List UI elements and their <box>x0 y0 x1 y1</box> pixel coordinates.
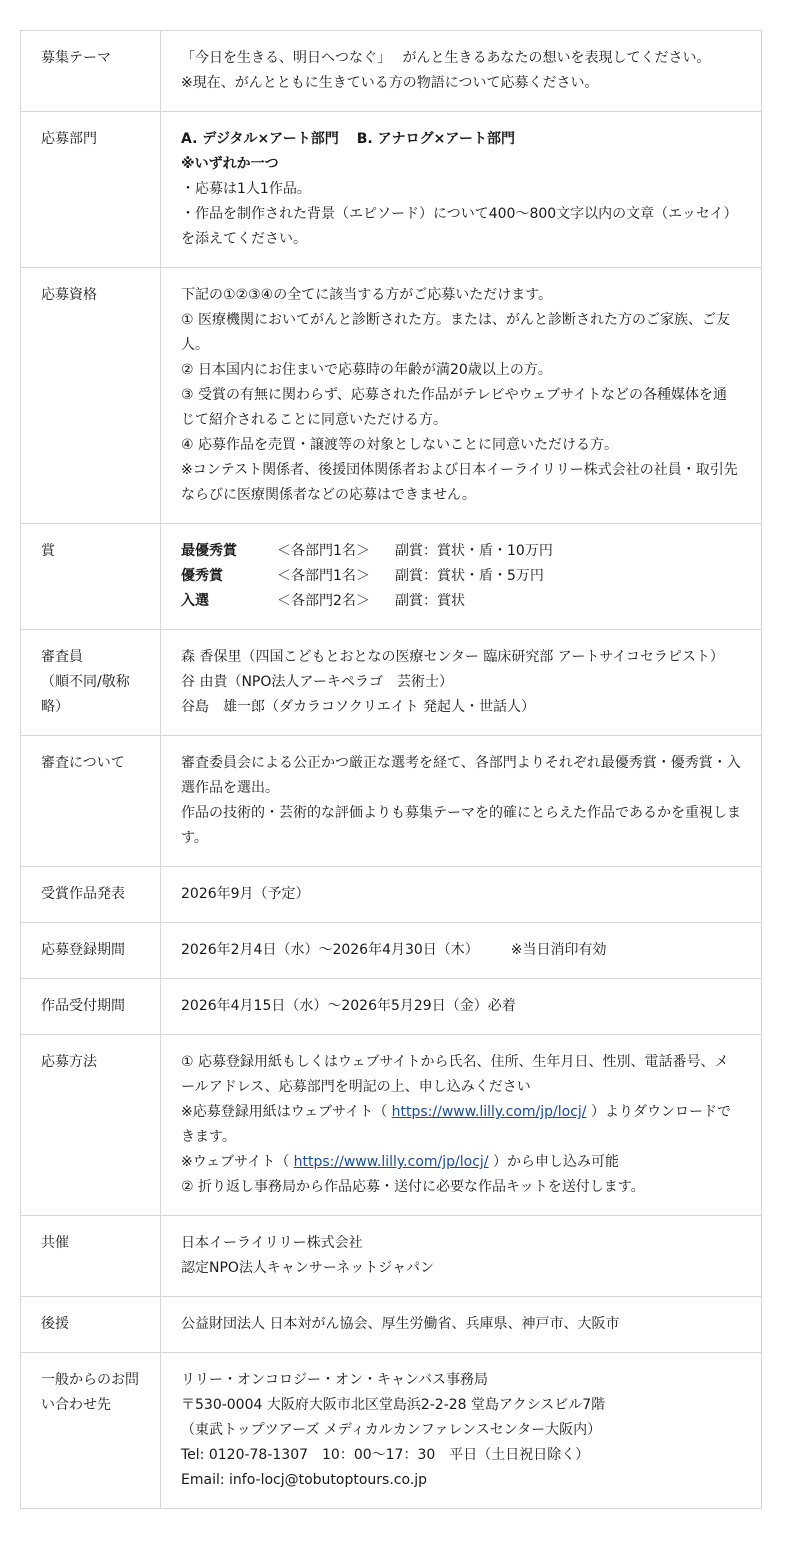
value-contact <box>161 1353 762 1509</box>
row-announcement <box>21 867 762 923</box>
value-submission: 2026年4月15日（水）〜2026年5月29日（金）必着 <box>161 979 762 1035</box>
prize-detail: 副賞：賞状・盾・5万円 <box>395 568 544 584</box>
prize-row <box>181 539 741 564</box>
eligibility-note: ※コンテスト関係者、後援団体関係者および日本イーライリリー株式会社の社員・取引先ならびに医療関係者などの応募はできません。 <box>181 462 738 503</box>
method-line-4: ② 折り返し事務局から作品応募・送付に必要な作品キットを送付します。 <box>181 1179 645 1195</box>
website-link[interactable]: https://www.lilly.com/jp/locj/ <box>293 1154 489 1170</box>
value-organizers <box>161 1216 762 1297</box>
label-organizers: 共催 <box>21 1216 161 1297</box>
label-supporters: 後援 <box>21 1297 161 1353</box>
value-method <box>161 1035 762 1216</box>
method-line-2 <box>181 1100 741 1150</box>
contact-address-note: （東武トップツアーズ メディカルカンファレンスセンター大阪内） <box>181 1422 602 1438</box>
eligibility-item-2: ② 日本国内にお住まいで応募時の年齢が満20歳以上の方。 <box>181 362 552 378</box>
value-eligibility <box>161 268 762 524</box>
label-eligibility: 応募資格 <box>21 268 161 524</box>
prize-count: ＜各部門1名＞ <box>277 568 370 584</box>
theme-line: 「今日を生きる、明日へつなぐ」 がんと生きるあなたの想いを表現してください。 <box>181 50 711 66</box>
theme-note: ※現在、がんとともに生きている方の物語について応募ください。 <box>181 75 599 91</box>
row-submission <box>21 979 762 1035</box>
row-registration <box>21 923 762 979</box>
method-line-3 <box>181 1150 741 1175</box>
value-judging <box>161 736 762 867</box>
judges-label: 審査員 <box>41 649 83 665</box>
value-prizes <box>161 524 762 630</box>
method-line-2-post: ）よりダウンロードできます。 <box>181 1104 731 1145</box>
judge-3: 谷島 雄一郎（ダカラコソクリエイト 発起人・世話人） <box>181 699 536 715</box>
prize-detail: 副賞：賞状 <box>395 593 465 609</box>
judge-1: 森 香保里（四国こどもとおとなの医療センター 臨床研究部 アートサイコセラピスト） <box>181 649 724 665</box>
judges-label-sub: （順不同/敬称略） <box>41 674 130 715</box>
category-option-b: B. アナログ×アート部門 <box>356 131 515 147</box>
row-contact <box>21 1353 762 1509</box>
eligibility-item-4: ④ 応募作品を売買・譲渡等の対象としないことに同意いただける方。 <box>181 437 618 453</box>
eligibility-intro: 下記の①②③④の全てに該当する方がご応募いただけます。 <box>181 287 553 303</box>
contact-office: リリー・オンコロジー・オン・キャンバス事務局 <box>181 1372 489 1388</box>
label-method: 応募方法 <box>21 1035 161 1216</box>
method-line-3-pre: ※ウェブサイト（ <box>181 1154 294 1170</box>
organizer-2: 認定NPO法人キャンサーネットジャパン <box>181 1260 434 1276</box>
prize-name: 入選 <box>181 593 209 609</box>
label-registration: 応募登録期間 <box>21 923 161 979</box>
value-category <box>161 112 762 268</box>
contact-email: Email: info-locj@tobutoptours.co.jp <box>181 1472 428 1488</box>
method-line-1: ① 応募登録用紙もしくはウェブサイトから氏名、住所、生年月日、性別、電話番号、メールアドレス、応募部門を明記の上、申し込みください <box>181 1054 729 1095</box>
label-theme: 募集テーマ <box>21 31 161 112</box>
website-link[interactable]: https://www.lilly.com/jp/locj/ <box>391 1104 587 1120</box>
label-submission: 作品受付期間 <box>21 979 161 1035</box>
row-eligibility <box>21 268 762 524</box>
category-note: ※いずれか一つ <box>181 156 279 172</box>
row-judges <box>21 630 762 736</box>
category-options <box>181 127 741 152</box>
label-judging: 審査について <box>21 736 161 867</box>
eligibility-item-3: ③ 受賞の有無に関わらず、応募された作品がテレビやウェブサイトなどの各種媒体を通じて紹介されることに同意いただける方。 <box>181 387 728 428</box>
row-prizes <box>21 524 762 630</box>
value-judges <box>161 630 762 736</box>
eligibility-item-1: ① 医療機関においてがんと診断された方。または、がんと診断された方のご家族、ご友人。 <box>181 312 730 353</box>
row-judging <box>21 736 762 867</box>
category-line-1: ・応募は1人1作品。 <box>181 181 311 197</box>
judging-line-1: 審査委員会による公正かつ厳正な選考を経て、各部門よりそれぞれ最優秀賞・優秀賞・入選作品を選出。 <box>181 755 741 796</box>
prize-name: 優秀賞 <box>181 568 223 584</box>
label-contact: 一般からのお問い合わせ先 <box>21 1353 161 1509</box>
row-category <box>21 112 762 268</box>
contest-info-table <box>20 30 762 1509</box>
value-announcement: 2026年9月（予定） <box>161 867 762 923</box>
registration-period: 2026年2月4日（水）〜2026年4月30日（木） <box>181 942 479 958</box>
prize-detail: 副賞：賞状・盾・10万円 <box>395 543 553 559</box>
organizer-1: 日本イーライリリー株式会社 <box>181 1235 363 1251</box>
label-category: 応募部門 <box>21 112 161 268</box>
prize-count: ＜各部門1名＞ <box>277 543 370 559</box>
contact-tel: Tel: 0120-78-1307 10：00〜17：30 平日（土日祝日除く） <box>181 1447 590 1463</box>
contact-address: 〒530-0004 大阪府大阪市北区堂島浜2-2-28 堂島アクシスビル7階 <box>181 1397 606 1413</box>
judging-line-2: 作品の技術的・芸術的な評価よりも募集テーマを的確にとらえた作品であるかを重視します。 <box>181 805 741 846</box>
row-method <box>21 1035 762 1216</box>
registration-note: ※当日消印有効 <box>510 942 607 958</box>
label-prizes: 賞 <box>21 524 161 630</box>
value-supporters: 公益財団法人 日本対がん協会、厚生労働省、兵庫県、神戸市、大阪市 <box>161 1297 762 1353</box>
label-announcement: 受賞作品発表 <box>21 867 161 923</box>
value-registration <box>161 923 762 979</box>
prize-row <box>181 589 741 614</box>
row-organizers <box>21 1216 762 1297</box>
prize-name: 最優秀賞 <box>181 543 237 559</box>
prize-row <box>181 564 741 589</box>
method-line-2-pre: ※応募登録用紙はウェブサイト（ <box>181 1104 392 1120</box>
category-line-2: ・作品を制作された背景（エピソード）について400〜800文字以内の文章（エッセイ）を添えてください。 <box>181 206 738 247</box>
value-theme <box>161 31 762 112</box>
judge-2: 谷 由貴（NPO法人アーキペラゴ 芸術士） <box>181 674 453 690</box>
category-option-a: A. デジタル×アート部門 <box>181 131 339 147</box>
row-supporters <box>21 1297 762 1353</box>
prize-count: ＜各部門2名＞ <box>277 593 370 609</box>
row-theme <box>21 31 762 112</box>
label-judges <box>21 630 161 736</box>
method-line-3-post: ）から申し込み可能 <box>488 1154 619 1170</box>
